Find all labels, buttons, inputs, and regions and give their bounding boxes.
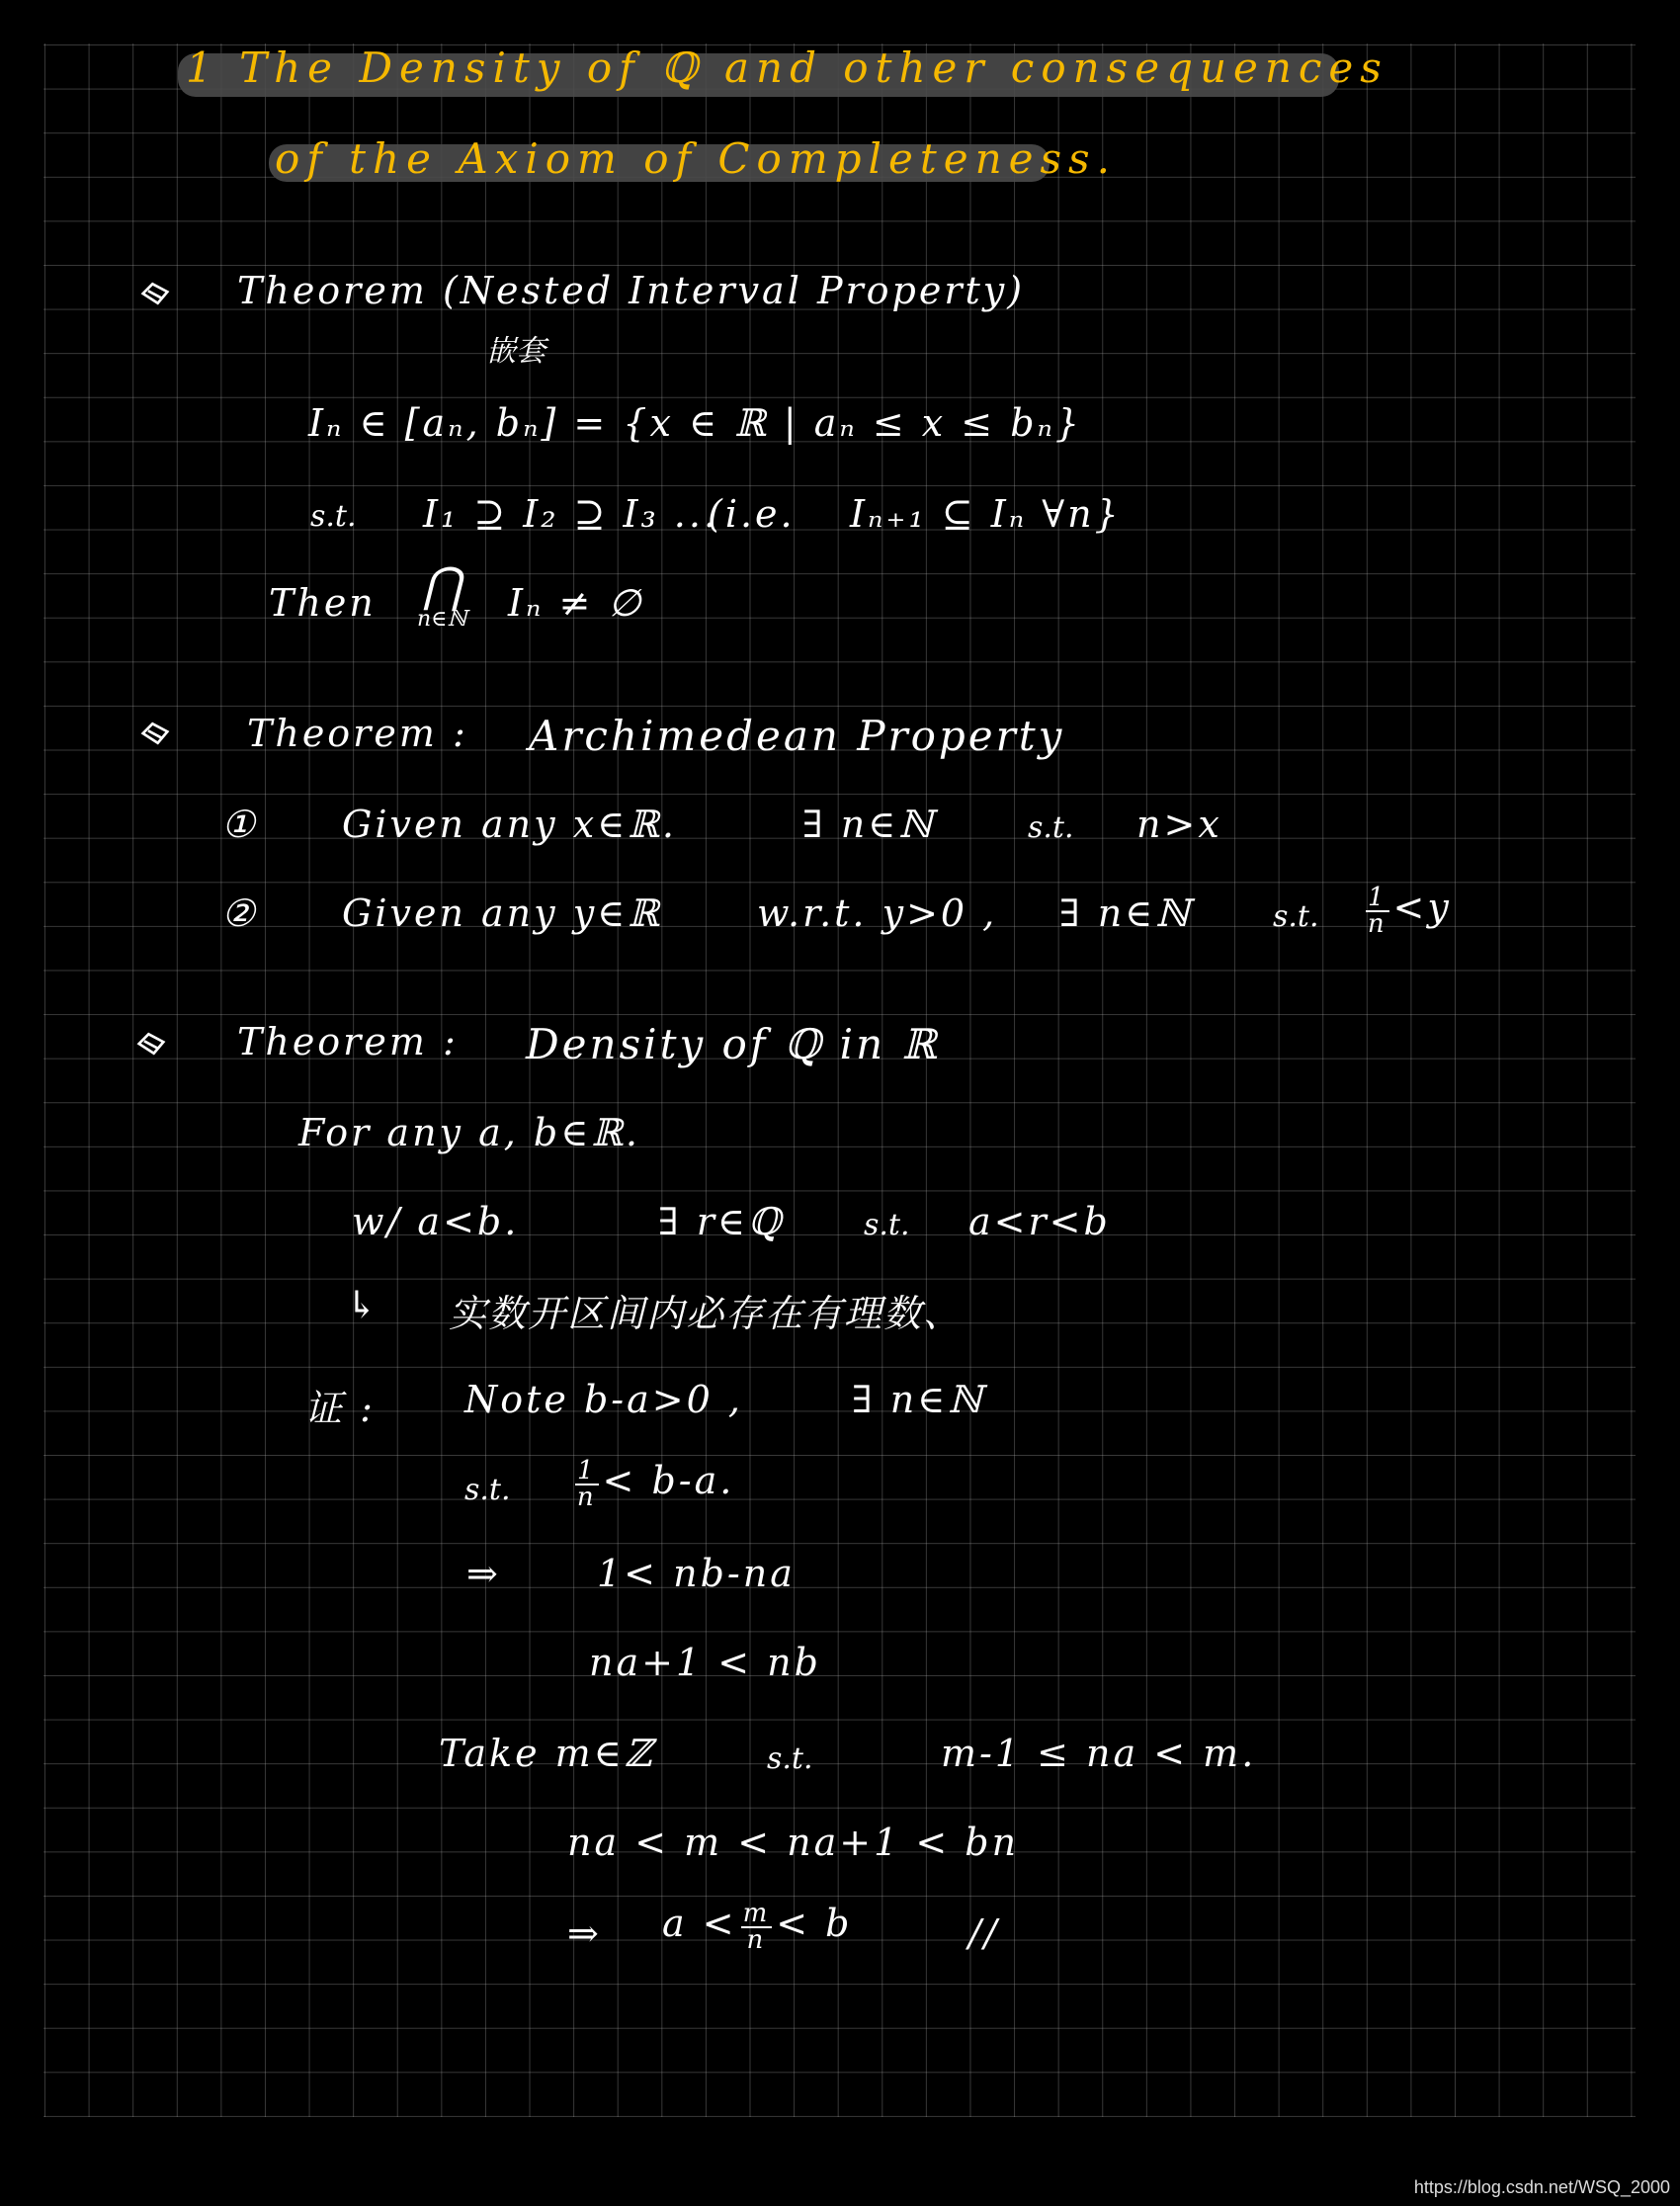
theorem1-ie: (i.e. bbox=[708, 492, 796, 536]
proof-take: Take m∈ℤ bbox=[439, 1732, 655, 1775]
theorem2-item2-exists: ∃ n∈ℕ bbox=[1059, 891, 1194, 935]
theorem1-chain: I₁ ⊇ I₂ ⊇ I₃ ... bbox=[423, 492, 719, 536]
proof-qed: // bbox=[968, 1911, 1000, 1955]
theorem3-with: w/ a<b. bbox=[352, 1200, 520, 1243]
proof-implies-1: ⇒ bbox=[466, 1552, 501, 1595]
theorem3-name: Density of ℚ in ℝ bbox=[526, 1020, 940, 1068]
proof-note-exists: ∃ n∈ℕ bbox=[852, 1378, 986, 1421]
theorem1-then: Then bbox=[269, 581, 377, 625]
theorem1-heading: Theorem (Nested Interval Property) bbox=[237, 269, 1026, 312]
theorem1-interval: Iₙ ∈ [aₙ, bₙ] = {x ∈ ℝ | aₙ ≤ x ≤ bₙ} bbox=[308, 401, 1083, 445]
proof-note: Note b-a>0 , bbox=[464, 1378, 743, 1421]
theorem3-condition: a<r<b bbox=[968, 1200, 1111, 1243]
theorem2-item2-st: s.t. bbox=[1273, 899, 1319, 934]
intersection-symbol: ⋂ bbox=[422, 557, 462, 613]
theorem1-chinese: 嵌套 bbox=[486, 334, 546, 369]
pencil-icon bbox=[136, 1032, 166, 1056]
theorem1-nested: Iₙ₊₁ ⊆ Iₙ ∀n} bbox=[850, 492, 1122, 536]
proof-implies-2: ⇒ bbox=[567, 1911, 602, 1955]
theorem3-st: s.t. bbox=[864, 1208, 910, 1242]
theorem1-st: s.t. bbox=[310, 499, 357, 534]
proof-step3: na+1 < nb bbox=[589, 1641, 821, 1684]
theorem1-intersection bbox=[417, 557, 467, 632]
theorem1-conclusion: Iₙ ≠ ∅ bbox=[508, 581, 644, 625]
proof-step1: $\frac{1}{n}$ < b-a. bbox=[576, 1456, 735, 1512]
fraction-1-over-n: $\frac{1}{n}$ bbox=[1367, 883, 1387, 939]
theorem2-item1-condition: n>x bbox=[1136, 803, 1222, 846]
theorem2-name: Archimedean Property bbox=[529, 712, 1065, 760]
proof-final: a < $\frac{m}{n}$ < b bbox=[662, 1899, 853, 1955]
proof-take-st: s.t. bbox=[767, 1741, 813, 1776]
proof-step2: 1< nb-na bbox=[597, 1552, 796, 1595]
watermark: https://blog.csdn.net/WSQ_2000 bbox=[1413, 2177, 1670, 2197]
theorem3-for-any: For any a, b∈ℝ. bbox=[298, 1111, 641, 1154]
theorem2-item1-exists: ∃ n∈ℕ bbox=[802, 803, 937, 846]
theorem2-item2-wrt: w.r.t. y>0 , bbox=[757, 891, 998, 935]
theorem2-item1-st: s.t. bbox=[1028, 810, 1074, 845]
theorem2-item1: Given any x∈ℝ. bbox=[342, 803, 677, 846]
theorem2-item2: Given any y∈ℝ bbox=[342, 891, 662, 935]
proof-take-condition: m-1 ≤ na < m. bbox=[941, 1732, 1257, 1775]
theorem3-arrow: ↳ bbox=[346, 1283, 380, 1326]
theorem2-item1-number: ① bbox=[221, 803, 259, 846]
theorem3-heading: Theorem : bbox=[237, 1020, 459, 1063]
theorem2-heading: Theorem : bbox=[247, 712, 468, 755]
theorem2-item2-condition: $\frac{1}{n}$ <y bbox=[1367, 883, 1452, 939]
pencil-icon bbox=[140, 282, 170, 305]
fraction-m-over-n: $\frac{m}{n}$ bbox=[742, 1899, 771, 1955]
intersection-subscript: n∈ℕ bbox=[417, 607, 467, 632]
proof-label: 证 : bbox=[304, 1387, 376, 1430]
title-line-2: of the Axiom of Completeness. bbox=[275, 134, 1117, 183]
title-line-1: 1 The Density of ℚ and other consequences bbox=[186, 43, 1388, 92]
pencil-icon bbox=[140, 721, 170, 745]
proof-st: s.t. bbox=[464, 1473, 511, 1507]
fraction-1-over-n: $\frac{1}{n}$ bbox=[576, 1456, 597, 1512]
theorem3-chinese: 实数开区间内必存在有理数、 bbox=[449, 1292, 964, 1335]
theorem3-exists: ∃ r∈ℚ bbox=[658, 1200, 785, 1243]
theorem2-item2-number: ② bbox=[221, 891, 259, 935]
proof-step4: na < m < na+1 < bn bbox=[567, 1821, 1020, 1864]
